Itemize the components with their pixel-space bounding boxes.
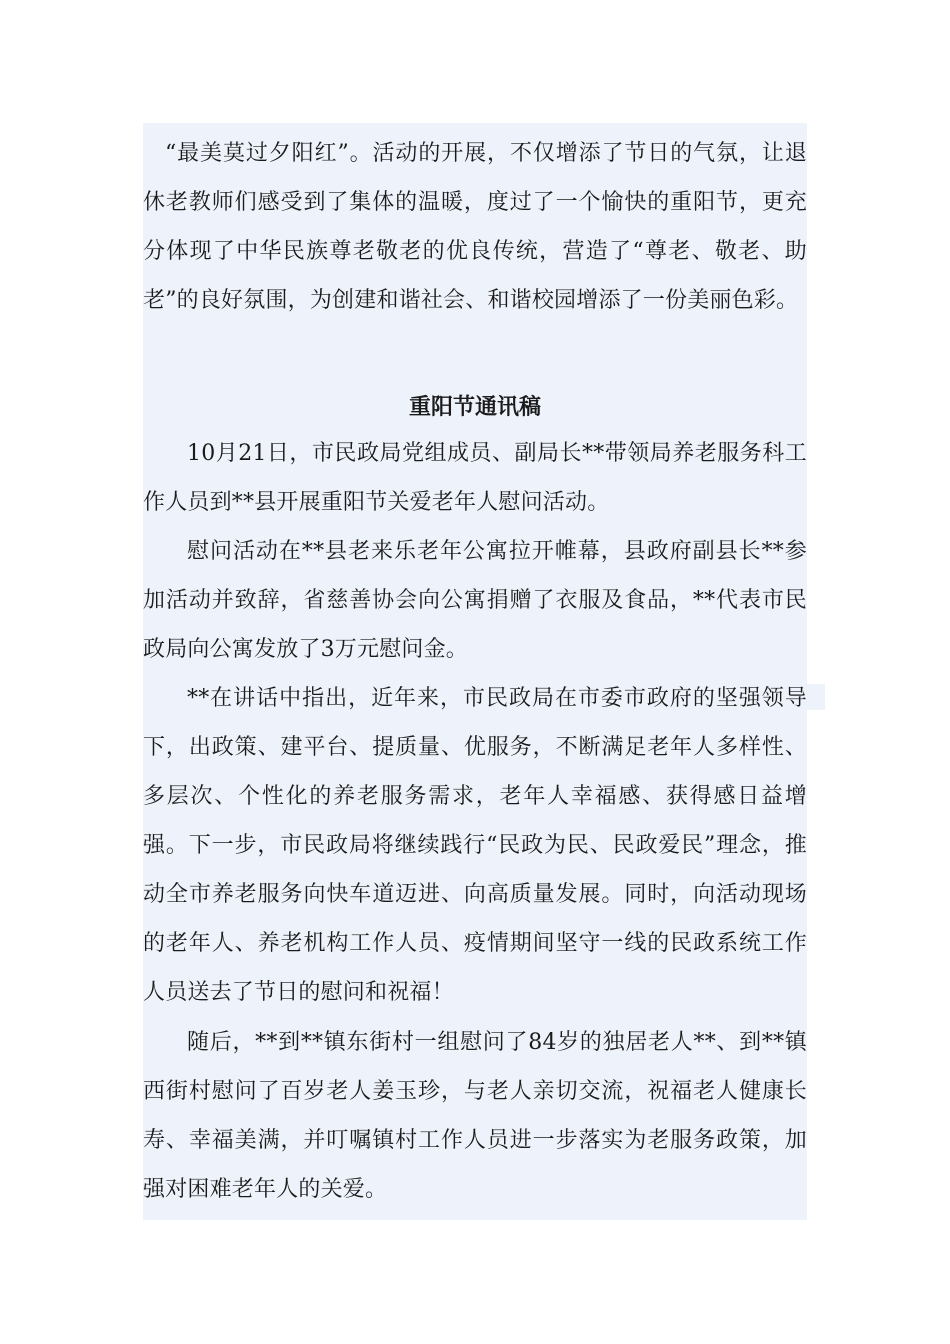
paragraph-event: 慰问活动在**县老来乐老年公寓拉开帷幕，县政府副县长**参加活动并致辞，省慈善协会向公寓捐赠了衣服及食品，**代表市民政局向公寓发放了3万元慰问金。: [143, 539, 807, 662]
paragraph-speech: **在讲话中指出，近年来，市民政局在市委市政府的坚强领导下，出政策、建平台、提质量、优服务，不断满足老年人多样性、多层次、个性化的养老服务需求，老年人幸福感、获得感日益增强。下一步，市民政局将继续践行“民政为民、民政爱民”理念，推动全市养老服务向快车道迈进、向高质量发展。同时，向活动现场的老年人、养老机构工作人员、疫情期间坚守一线的民政系统工作人员送去了节日的慰问和祝福！: [143, 686, 807, 1005]
text-highlight-overflow: [807, 684, 825, 710]
paragraph-intro: “最美莫过夕阳红”。活动的开展，不仅增添了节日的气氛，让退休老教师们感受到了集体的温暖，度过了一个愉快的重阳节，更充分体现了中华民族尊老敬老的优良传统，营造了“尊老、敬老、助老”的良好氛围，为创建和谐社会、和谐校园增添了一份美丽色彩。: [143, 141, 807, 313]
paragraph-date: 10月21日，市民政局党组成员、副局长**带领局养老服务科工作人员到**县开展重阳节关爱老年人慰问活动。: [143, 441, 807, 515]
document-body: [143, 123, 807, 1220]
article-title: 重阳节通讯稿: [408, 394, 541, 420]
paragraph-visit: 随后，**到**镇东街村一组慰问了84岁的独居老人**、到**镇西街村慰问了百岁老人姜玉珍，与老人亲切交流，祝福老人健康长寿、幸福美满，并叮嘱镇村工作人员进一步落实为老服务政策，加强对困难老年人的关爱。: [143, 1030, 807, 1202]
